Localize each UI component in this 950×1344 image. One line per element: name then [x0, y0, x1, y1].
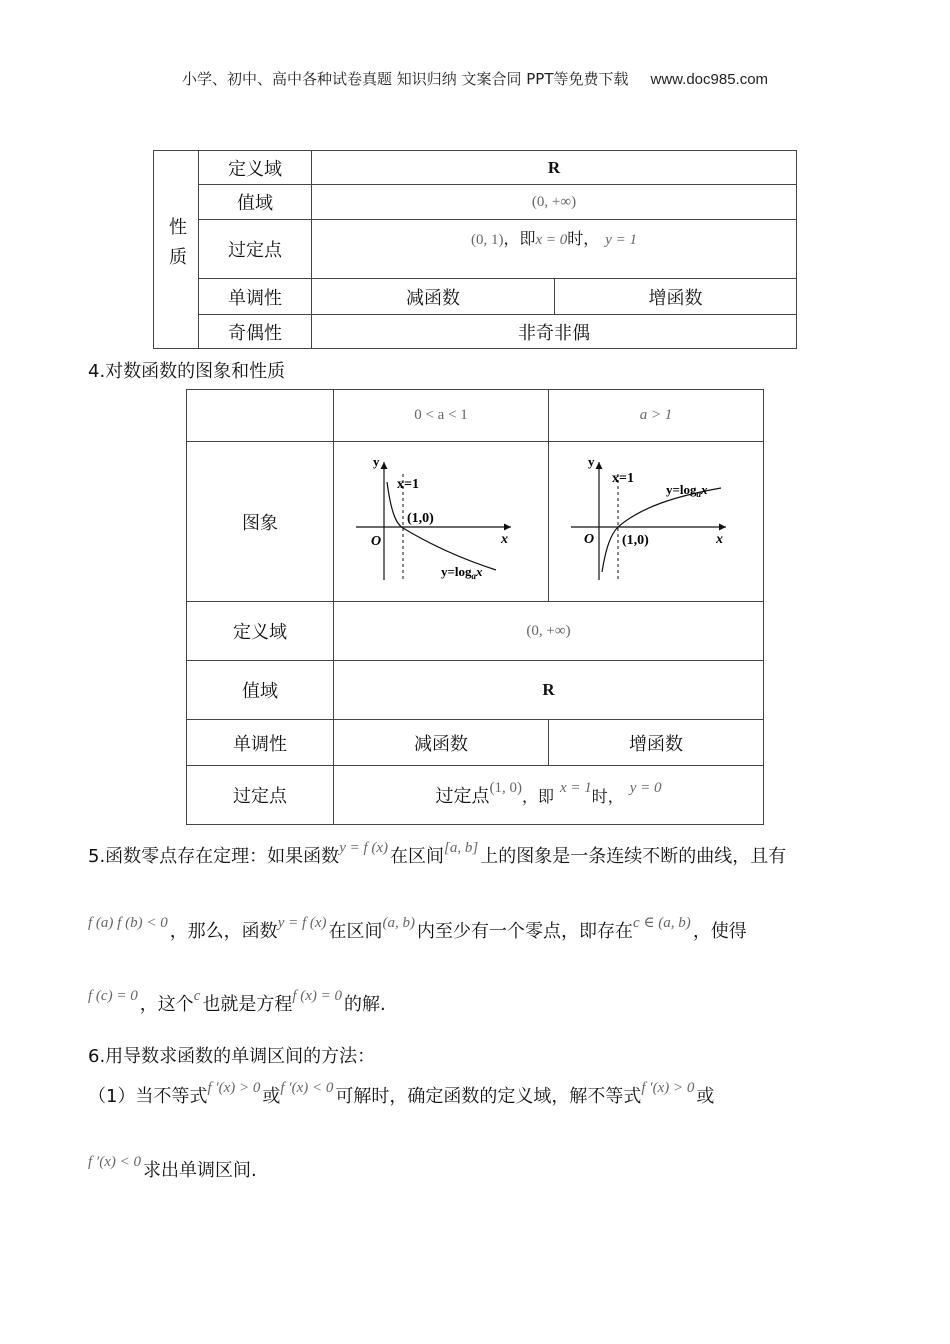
fixed-pre: 过定点 — [435, 786, 490, 807]
y-label: y — [373, 453, 380, 469]
math: c — [193, 988, 201, 1004]
fixed-label: 过定点 — [199, 220, 312, 279]
text: 内至少有一个零点，即存在 — [417, 921, 634, 942]
math: f ′(x) < 0 — [280, 1080, 334, 1096]
section5-line3 — [88, 990, 386, 1016]
x1-label: x=1 — [397, 476, 419, 492]
x1-label: x=1 — [612, 470, 634, 486]
domain-value: (0, +∞) — [334, 602, 764, 661]
origin-label: O — [584, 531, 595, 547]
graph-label: 图象 — [187, 442, 334, 602]
text: ，使得 — [692, 921, 747, 942]
y-label: y — [588, 453, 595, 469]
fixed-mid1: ，即 — [521, 787, 554, 806]
mono-inc: 增函数 — [549, 720, 764, 766]
text: ，这个 — [139, 994, 194, 1015]
math: f (x) = 0 — [292, 988, 343, 1004]
mono-label: 单调性 — [187, 720, 334, 766]
text: ，那么，函数 — [169, 921, 278, 942]
fixed-label: 过定点 — [187, 766, 334, 825]
section6-line2 — [88, 1156, 257, 1182]
point-label: (1,0) — [622, 532, 649, 548]
text: 可解时，确定函数的定义域，解不等式 — [335, 1086, 642, 1107]
fixed-mid2: 时， — [567, 229, 600, 248]
range-value: (0, +∞) — [312, 185, 797, 220]
section6-title: 6.用导数求函数的单调区间的方法： — [88, 1046, 376, 1067]
fixed-value — [334, 766, 764, 825]
text: 5.函数零点存在定理：如果函数 — [88, 846, 340, 867]
head-empty — [187, 390, 334, 442]
math: f (a) f (b) < 0 — [88, 915, 168, 931]
text: 上的图象是一条连续不断的曲线，且有 — [480, 846, 787, 867]
fixed-point: (0, 1) — [470, 232, 504, 248]
range-label: 值域 — [187, 661, 334, 720]
text: 或 — [262, 1086, 281, 1107]
head-left: 0 < a < 1 — [334, 390, 549, 442]
point-label: (1,0) — [407, 510, 434, 526]
fixed-eq1: x = 0 — [535, 232, 568, 248]
domain-label: 定义域 — [187, 602, 334, 661]
section5-line1 — [88, 842, 786, 868]
graph-left — [351, 452, 531, 592]
math: [a, b] — [444, 840, 479, 856]
exp-properties-table — [153, 150, 797, 349]
text: 或 — [696, 1086, 715, 1107]
section4-title: 4.对数函数的图象和性质 — [88, 361, 286, 382]
mono-dec: 减函数 — [312, 279, 555, 315]
graph-right-cell — [549, 442, 764, 602]
range-label: 值域 — [199, 185, 312, 220]
x-label: x — [501, 531, 508, 547]
section6-line1 — [88, 1082, 714, 1108]
text: （1）当不等式 — [88, 1086, 208, 1107]
header-site: www.doc985.com — [650, 71, 769, 88]
parity-value: 非奇非偶 — [312, 315, 797, 349]
domain-label: 定义域 — [199, 151, 312, 185]
text: 在区间 — [328, 921, 383, 942]
text: 的解. — [344, 994, 386, 1015]
fixed-eq2: y = 1 — [605, 232, 638, 248]
origin-label: O — [371, 533, 382, 549]
mono-inc: 增函数 — [555, 279, 797, 315]
side-label-cell — [154, 151, 199, 349]
curve-label: $y=\log_ax$ — [441, 563, 483, 581]
head-right: a > 1 — [549, 390, 764, 442]
graph-right — [566, 452, 746, 592]
log-table — [186, 389, 764, 825]
fixed-mid1: ，即 — [503, 229, 536, 248]
log-curve-inc — [602, 488, 721, 572]
curve-label: $y=\log_ax$ — [666, 481, 708, 499]
header-text: 小学、初中、高中各种试卷真题 知识归纳 文案合同 PPT等免费下载 — [181, 70, 629, 88]
text: 求出单调区间. — [142, 1160, 257, 1181]
text: 在区间 — [390, 846, 445, 867]
mono-dec: 减函数 — [334, 720, 549, 766]
range-value: R — [334, 661, 764, 720]
text: 也就是方程 — [202, 994, 293, 1015]
domain-value: R — [312, 151, 797, 185]
section5-line2 — [88, 917, 747, 943]
math: f ′(x) < 0 — [88, 1154, 141, 1170]
math: y = f (x) — [277, 915, 327, 931]
fixed-point: (1, 0) — [489, 780, 522, 796]
math: f ′(x) > 0 — [641, 1080, 695, 1096]
fixed-mid2: 时， — [591, 787, 624, 806]
side-label: 性质 — [166, 217, 187, 277]
graph-left-cell — [334, 442, 549, 602]
math: c ∈ (a, b) — [633, 915, 691, 931]
parity-label: 奇偶性 — [199, 315, 312, 349]
math: (a, b) — [382, 915, 416, 931]
fixed-eq2: y = 0 — [629, 780, 662, 796]
math: f ′(x) > 0 — [207, 1080, 261, 1096]
fixed-value — [312, 220, 797, 279]
log-curve-dec — [387, 482, 496, 570]
math: y = f (x) — [339, 840, 389, 856]
mono-label: 单调性 — [199, 279, 312, 315]
x-label: x — [716, 531, 723, 547]
fixed-eq1: x = 1 — [559, 780, 592, 796]
math: f (c) = 0 — [88, 988, 138, 1004]
page-header — [0, 68, 950, 89]
